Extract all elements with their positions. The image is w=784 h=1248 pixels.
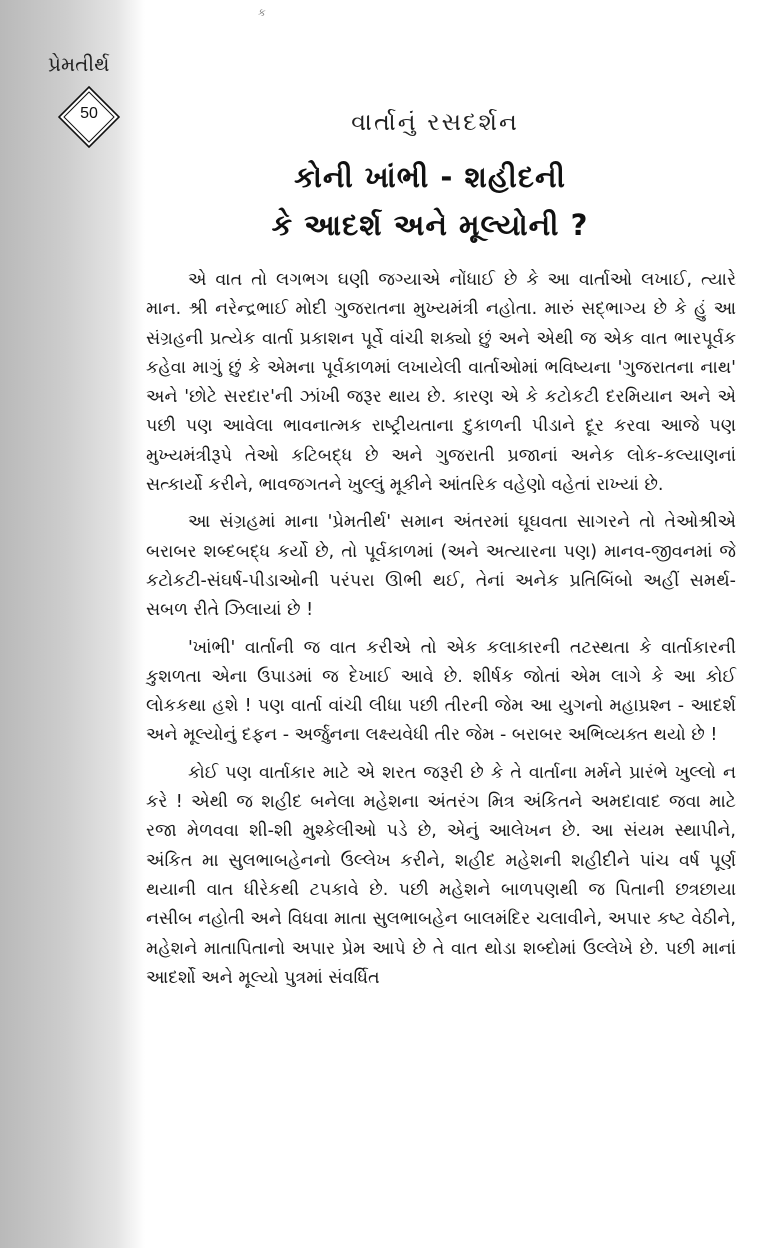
book-title: પ્રેમતીર્થ bbox=[48, 52, 110, 76]
chapter-title-line-1: કોની ખાંભી - શહીદની bbox=[294, 160, 566, 194]
paragraph-3: 'ખાંભી' વાર્તાની જ વાત કરીએ તો એક કલાકારની તટસ્થતા કે વાર્તાકારની કુશળતા એના ઉપાડમાં જ દેખાઈ આવે છે. શીર્ષક જોતાં એમ લાગે કે આ કોઈ લોકકથા હશે ! પણ વાર્તા વાંચી લીધા પછી તીરની જેમ આ યુગનો મહાપ્રશ્ન - આદર્શ અને મૂલ્યોનું દફન - અર્જુનના લક્ષ્યવેધી તીર જેમ - બરાબર અભિવ્યક્ત થયો છે ! bbox=[146, 637, 736, 746]
paragraph-2: આ સંગ્રહમાં માના 'પ્રેમતીર્થ' સમાન અંતરમાં ઘૂઘવતા સાગરને તો તેઓશ્રીએ બરાબર શબ્દબદ્ધ કર્યો છે, તો પૂર્વકાળમાં (અને અત્યારના પણ) માનવ-જીવનમાં જે કટોકટી-સંઘર્ષ-પીડાઓની પરંપરા ઊભી થઈ, તેનાં અનેક પ્રતિબિંબો અહીં સમર્થ-સબળ રીતે ઝિલાયાં છે ! bbox=[146, 512, 736, 621]
page-number-badge bbox=[58, 86, 120, 148]
paragraph-1: એ વાત તો લગભગ ઘણી જગ્યાએ નોંધાઈ છે કે આ વાર્તાઓ લખાઈ, ત્યારે માન. શ્રી નરેન્દ્રભાઈ મોદી ગુજરાતના મુખ્યમંત્રી નહોતા. મારું સદ્ભાગ્ય છે કે હું આ સંગ્રહની પ્રત્યેક વાર્તા પ્રકાશન પૂર્વે વાંચી શક્યો છું અને એથી જ એક વાત ભારપૂર્વક કહેવા માગું છું કે એમના પૂર્વકાળમાં લખાયેલી વાર્તાઓમાં ભવિષ્યના 'ગુજરાતના નાથ' અને 'છોટે સરદાર'ની ઝાંખી જરૂર થાય છે. કારણ એ કે કટોકટી દરમિયાન અને એ પછી પણ આવેલા ભાવનાત્મક રાષ્ટ્રીયતાના દુકાળની પીડાને દૂર કરવા આજે પણ મુખ્યમંત્રીરૂપે તેઓ કટિબદ્ધ છે અને ગુજરાતી પ્રજાનાં અનેક લોક-કલ્યાણનાં સત્કાર્યો કરીને, ભાવજગતને ખુલ્લું મૂકીને આંતરિક વહેણો વહેતાં રાખ્યાં છે. bbox=[146, 270, 736, 496]
section-heading: વાર્તાનું રસદર્શન bbox=[351, 108, 519, 136]
side-gray-band bbox=[0, 0, 145, 1248]
top-mark: ક bbox=[258, 6, 266, 19]
page-number: 50 bbox=[80, 105, 98, 122]
chapter-title-line-2: કે આદર્શ અને મૂલ્યોની ? bbox=[271, 208, 589, 242]
body-text bbox=[146, 266, 736, 1001]
paragraph-4: કોઈ પણ વાર્તાકાર માટે એ શરત જરૂરી છે કે તે વાર્તાના મર્મને પ્રારંભે ખુલ્લો ન કરે ! એથી જ શહીદ બનેલા મહેશના અંતરંગ મિત્ર અંકિતને અમદાવાદ જવા માટે રજા મેળવવા શી-શી મુશ્કેલીઓ પડે છે, એનું આલેખન છે. આ સંયમ સ્થાપીને, અંકિત મા સુલભાબહેનનો ઉલ્લેખ કરીને, શહીદ મહેશની શહીદીને પાંચ વર્ષ પૂર્ણ થયાની વાત ધીરેકથી ટપકાવે છે. પછી મહેશને બાળપણથી જ પિતાની છત્રછાયા નસીબ નહોતી અને વિધવા માતા સુલભાબહેન બાલમંદિર ચલાવીને, અપાર કષ્ટ વેઠીને, મહેશને માતાપિતાનો અપાર પ્રેમ આપે છે તે વાત થોડા શબ્દોમાં ઉલ્લેખે છે. પછી માનાં આદર્શો અને મૂલ્યો પુત્રમાં સંવર્ધિત bbox=[146, 762, 736, 988]
